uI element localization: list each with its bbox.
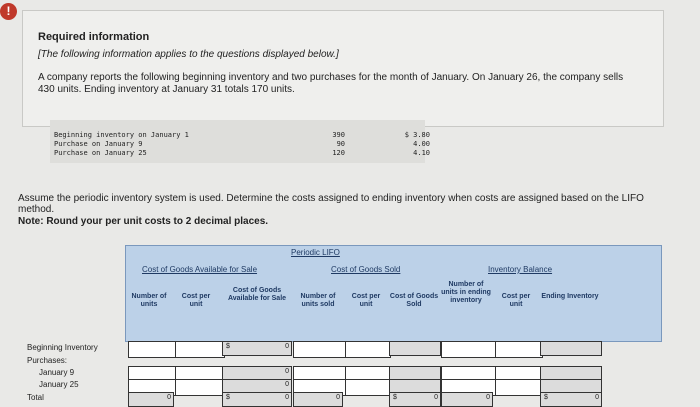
- inventory-table: [50, 120, 430, 163]
- row-label-purchases: Purchases:: [27, 356, 68, 365]
- total-cogs-value: 0: [434, 394, 438, 401]
- jan9-cogas-value: 0: [285, 368, 289, 375]
- col-cost-per-unit-3: Cost per unit: [501, 293, 531, 308]
- total-cogas-dollar: $: [226, 394, 230, 401]
- question-note: Note: Round your per unit costs to 2 decimal places.: [18, 216, 269, 227]
- inventory-row-cost: 4.00: [413, 140, 430, 148]
- row-label-beginning: Beginning Inventory: [27, 343, 98, 352]
- total-cogas-value: 0: [285, 394, 289, 401]
- beginning-cogas-dollar: $: [226, 343, 230, 350]
- total-sold-value: 0: [336, 394, 340, 401]
- beginning-sold-cost-input[interactable]: [345, 341, 391, 358]
- beginning-sold-input[interactable]: [293, 341, 347, 358]
- inventory-row-cost: 4.10: [413, 149, 430, 157]
- col-cost-per-unit-2: Cost per unit: [351, 293, 381, 308]
- group-inventory-label: Inventory Balance: [488, 265, 553, 274]
- inventory-row-units: 90: [336, 140, 345, 148]
- total-ending-value: 0: [595, 394, 599, 401]
- total-sold-cell: [293, 392, 343, 407]
- worksheet-title: Periodic LIFO: [291, 248, 340, 257]
- inventory-row-units: 390: [332, 131, 345, 139]
- inventory-row-cost: $ 3.80: [404, 131, 430, 139]
- inventory-row-label: Purchase on January 9: [54, 140, 143, 148]
- question-text: Assume the periodic inventory system is used. Determine the costs assigned to ending inventory when costs are assigned based on the LIFO method.: [18, 193, 644, 215]
- inventory-row-label: Beginning inventory on January 1: [54, 131, 189, 139]
- row-label-total: Total: [27, 393, 44, 402]
- col-ending-inventory: Ending Inventory: [541, 293, 599, 300]
- beginning-units-input[interactable]: [128, 341, 178, 358]
- col-number-sold: Number of units sold: [300, 293, 336, 308]
- inventory-row-units: 120: [332, 149, 345, 157]
- row-label-jan9: January 9: [39, 368, 75, 377]
- beginning-ending-units-input[interactable]: [441, 341, 497, 358]
- beginning-ending-cell: [540, 341, 602, 356]
- jan25-sold-cost-input[interactable]: [345, 379, 391, 396]
- total-units-value: 0: [167, 394, 171, 401]
- beginning-cogs-cell: [389, 341, 441, 356]
- required-info-box: [22, 10, 664, 127]
- col-cogs: Cost of Goods Sold: [389, 293, 439, 308]
- beginning-ending-cost-input[interactable]: [495, 341, 543, 358]
- jan25-cogas-value: 0: [285, 381, 289, 388]
- group-cogs-label: Cost of Goods Sold: [331, 265, 401, 274]
- required-text: A company reports the following beginning inventory and two purchases for the month of January. On January 26, the company sells 430 units. Ending inventory at January 31 totals 170 units.: [38, 72, 624, 95]
- total-ending-cell: [540, 392, 602, 407]
- total-cogs-cell: [389, 392, 441, 407]
- jan25-ending-cost-input[interactable]: [495, 379, 543, 396]
- col-number-ending: Number of units in ending inventory: [441, 281, 491, 304]
- jan25-cost-input[interactable]: [175, 379, 225, 396]
- col-cogas: Cost of Goods Available for Sale: [227, 287, 287, 302]
- beginning-cogas-cell: [222, 341, 292, 356]
- total-cogas-cell: [222, 392, 292, 407]
- total-ending-dollar: $: [544, 394, 548, 401]
- row-label-jan25: January 25: [39, 380, 79, 389]
- total-ending-units-cell: [441, 392, 493, 407]
- inventory-row-label: Purchase on January 25: [54, 149, 147, 157]
- col-cost-per-unit: Cost per unit: [181, 293, 211, 308]
- lifo-worksheet: [25, 245, 665, 401]
- beginning-cogas-value: 0: [285, 343, 289, 350]
- required-note: [The following information applies to the questions displayed below.]: [38, 49, 339, 60]
- total-cogs-dollar: $: [393, 394, 397, 401]
- total-units-cell: [128, 392, 174, 407]
- alert-icon: !: [0, 3, 17, 20]
- beginning-cost-input[interactable]: [175, 341, 225, 358]
- required-title: Required information: [38, 31, 150, 43]
- group-cogas-label: Cost of Goods Available for Sale: [142, 265, 258, 274]
- col-number-of-units: Number of units: [131, 293, 167, 308]
- total-ending-units-value: 0: [486, 394, 490, 401]
